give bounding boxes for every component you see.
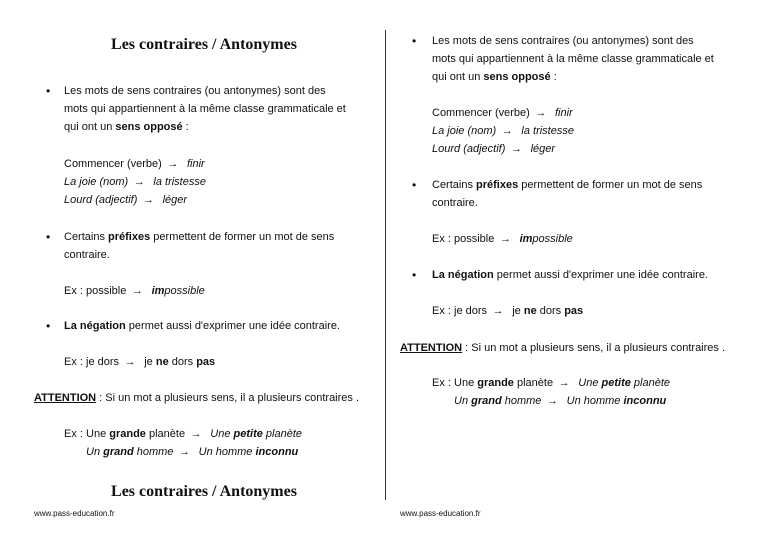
bullet-dot: • xyxy=(46,319,51,333)
bullet-dot: • xyxy=(46,84,51,98)
prefix-example: Ex : possible → impossible xyxy=(64,285,205,297)
bottom-title: Les contraires / Antonymes xyxy=(111,483,297,500)
prefix-line1: Certains préfixes permettent de former un mot de sens xyxy=(64,231,335,243)
definition-line2: mots qui appartiennent à la même classe grammaticale et xyxy=(432,53,714,65)
example-adjective-right: Lourd (adjectif) → léger xyxy=(432,143,556,155)
prefix-line1: Certains préfixes permettent de former un mot de sens xyxy=(432,179,703,191)
attention-note-right: ATTENTION : Si un mot a plusieurs sens, il a plusieurs contraires . xyxy=(400,342,726,354)
definition-line2: mots qui appartiennent à la même classe grammaticale et xyxy=(64,103,346,115)
page-title: Les contraires / Antonymes xyxy=(111,36,297,53)
attention-example-2-right: Un grand homme → Un homme inconnu xyxy=(454,395,667,407)
negation-example-right: Ex : je dors → je ne dors pas xyxy=(432,305,584,317)
definition-line3: qui ont un sens opposé : xyxy=(432,71,557,83)
definition-line1: Les mots de sens contraires (ou antonymes) sont des xyxy=(64,85,326,97)
example-noun: La joie (nom) → la tristesse xyxy=(64,176,206,188)
bullet-dot: • xyxy=(46,230,51,244)
example-verb-right: Commencer (verbe) → finir xyxy=(432,107,573,119)
prefix-line2: contraire. xyxy=(64,249,110,261)
example-verb: Commencer (verbe) → finir xyxy=(64,158,205,170)
attention-example-1-right: Ex : Une grande planète → Une petite planète xyxy=(432,377,671,389)
bullet-dot: • xyxy=(412,268,417,282)
example-noun-right: La joie (nom) → la tristesse xyxy=(432,125,574,137)
footer-url-left: www.pass-education.fr xyxy=(34,509,115,518)
example-adjective: Lourd (adjectif) → léger xyxy=(64,194,188,206)
bullet-dot: • xyxy=(412,178,417,192)
definition-line1: Les mots de sens contraires (ou antonymes) sont des xyxy=(432,35,694,47)
prefix-line2: contraire. xyxy=(432,197,478,209)
definition-line3: qui ont un sens opposé : xyxy=(64,121,189,133)
attention-note: ATTENTION : Si un mot a plusieurs sens, il a plusieurs contraires . xyxy=(34,392,360,404)
column-divider xyxy=(385,30,386,500)
footer-url-right: www.pass-education.fr xyxy=(400,509,481,518)
negation-example: Ex : je dors → je ne dors pas xyxy=(64,356,216,368)
attention-example-2: Un grand homme → Un homme inconnu xyxy=(86,446,299,458)
bullet-dot: • xyxy=(412,34,417,48)
prefix-example-right: Ex : possible → impossible xyxy=(432,233,573,245)
attention-example-1: Ex : Une grande planète → Une petite planète xyxy=(64,428,303,440)
